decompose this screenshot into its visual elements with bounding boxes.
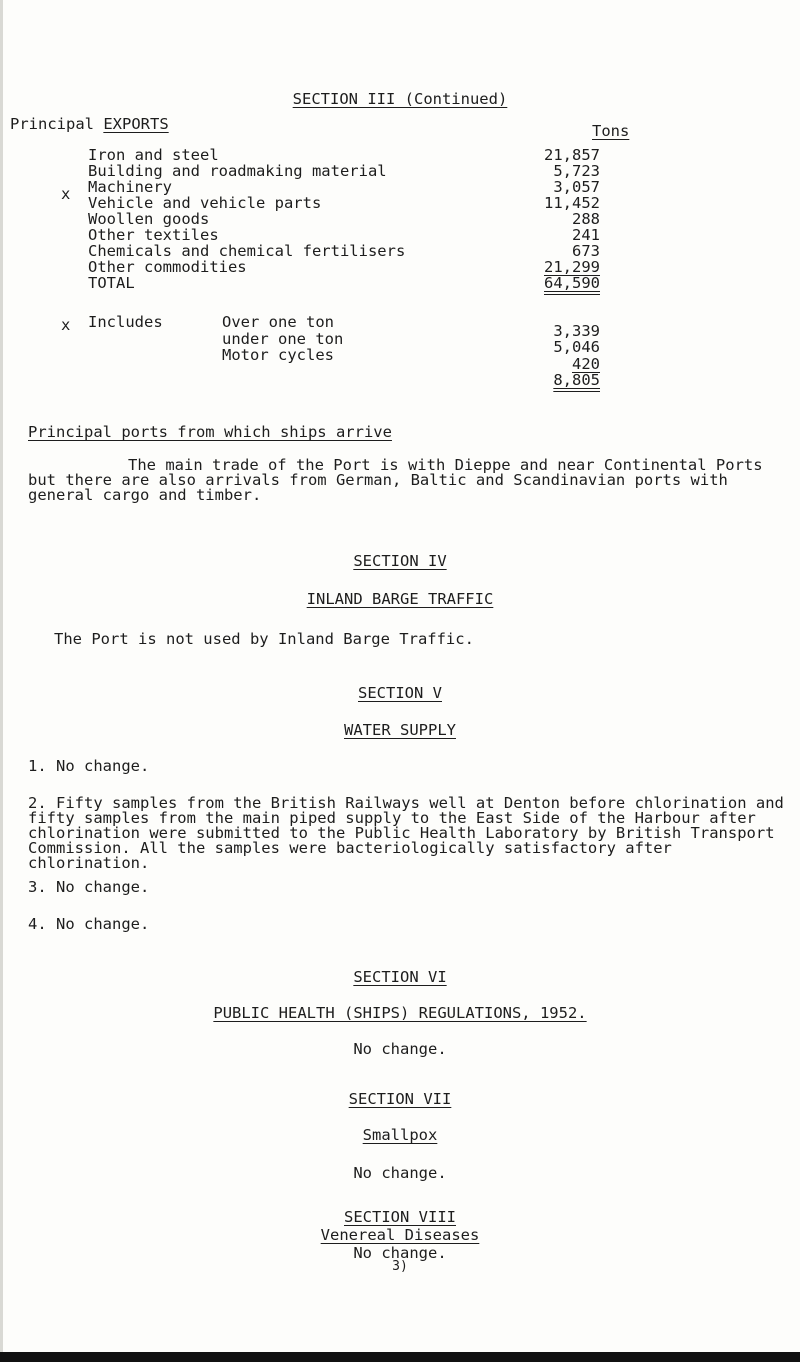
scan-bottom-edge — [0, 1352, 800, 1362]
total-label: TOTAL — [88, 274, 135, 292]
exports-heading — [10, 115, 169, 133]
include-value: 420 — [572, 355, 600, 373]
row-value: 21,299 — [544, 258, 600, 276]
section-vi-heading: SECTION VI — [353, 968, 447, 986]
row-value: 673 — [572, 242, 600, 260]
includes-total: 8,805 — [553, 371, 600, 389]
section-vii-heading: SECTION VII — [348, 1090, 452, 1108]
ports-paragraph: The main trade of the Port is with Dieppe and near Continental Ports but there are also arrivals from German, Baltic and Scandinavian ports with general cargo and timber. — [28, 456, 763, 504]
row-mark: x — [61, 185, 71, 203]
section-v-item-2: 2. Fifty samples from the British Railways well at Denton before chlorination and fifty samples from the main piped supply to the East Side of the Harbour after chlorination were submitted to the Public Health Laboratory by British Transport Commission. All the samples were bacteriologically satisfactory after chlorination. — [28, 794, 784, 872]
row-label: Iron and steel — [88, 146, 219, 164]
exports-title: EXPORTS — [103, 115, 169, 133]
page-number: 3) — [392, 1259, 408, 1274]
tons-header: Tons — [592, 122, 630, 140]
section-v-item-1: 1. No change. — [28, 757, 150, 775]
include-value: 3,339 — [553, 322, 600, 340]
section-vi-subheading: PUBLIC HEALTH (SHIPS) REGULATIONS, 1952. — [213, 1004, 587, 1022]
section-viii-subheading: Venereal Diseases — [320, 1226, 480, 1244]
row-value: 21,857 — [544, 146, 600, 164]
row-label: Woollen goods — [88, 210, 210, 228]
row-label: Other commodities — [88, 258, 247, 276]
section-viii-heading: SECTION VIII — [344, 1208, 456, 1226]
includes-label: Includes — [88, 313, 163, 331]
include-label: Over one ton — [222, 313, 334, 331]
section-iv-heading: SECTION IV — [353, 552, 447, 570]
include-label: Motor cycles — [222, 346, 334, 364]
includes-mark: x — [61, 316, 71, 334]
section-v-item-3: 3. No change. — [28, 878, 150, 896]
section-vii-subheading: Smallpox — [362, 1126, 438, 1144]
row-value: 5,723 — [553, 162, 600, 180]
include-value: 5,046 — [553, 338, 600, 356]
section-iii-heading: SECTION III (Continued) — [292, 90, 508, 108]
section-iv-subheading: INLAND BARGE TRAFFIC — [306, 590, 494, 608]
section-vi-text: No change. — [353, 1040, 447, 1058]
include-label: under one ton — [222, 330, 344, 348]
row-label: Other textiles — [88, 226, 219, 244]
section-vii-text: No change. — [353, 1164, 447, 1182]
row-label: Vehicle and vehicle parts — [88, 194, 322, 212]
row-label: Machinery — [88, 178, 172, 196]
ports-heading: Principal ports from which ships arrive — [28, 423, 392, 441]
exports-label: Principal — [10, 115, 94, 133]
section-iv-text: The Port is not used by Inland Barge Traffic. — [54, 630, 474, 648]
row-value: 3,057 — [553, 178, 600, 196]
row-value: 11,452 — [544, 194, 600, 212]
section-v-item-4: 4. No change. — [28, 915, 150, 933]
section-viii-text: No change. — [353, 1244, 447, 1262]
section-v-heading: SECTION V — [358, 684, 442, 702]
row-value: 241 — [572, 226, 600, 244]
row-label: Chemicals and chemical fertilisers — [88, 242, 406, 260]
total-value: 64,590 — [544, 274, 600, 292]
row-label: Building and roadmaking material — [88, 162, 387, 180]
page-edge-shadow — [0, 0, 3, 1362]
row-value: 288 — [572, 210, 600, 228]
section-v-subheading: WATER SUPPLY — [344, 721, 456, 739]
